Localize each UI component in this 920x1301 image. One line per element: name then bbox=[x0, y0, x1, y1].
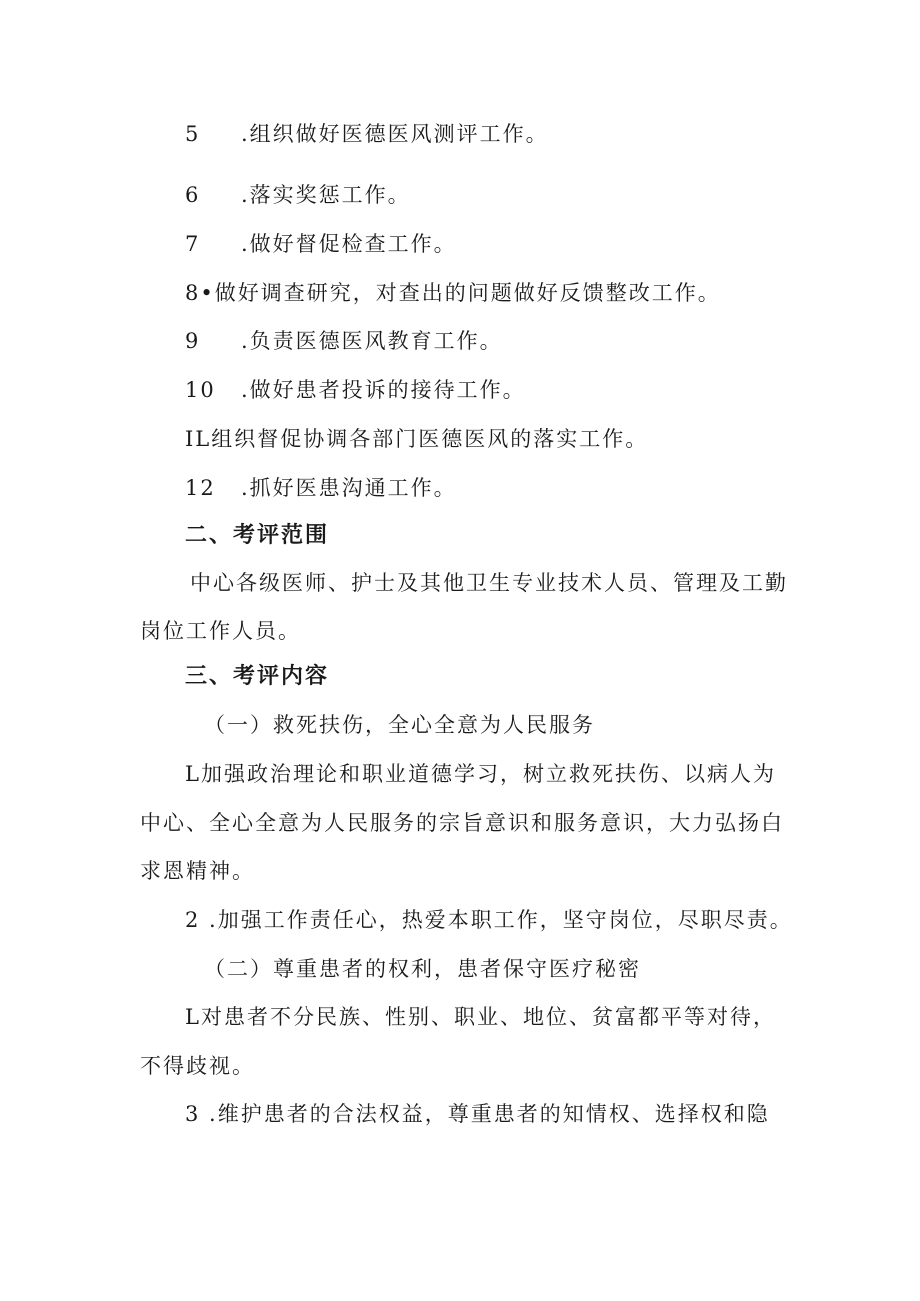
subsection-heading: （二）尊重患者的权利，患者保守医疗秘密 bbox=[204, 957, 641, 981]
list-item-number: 10 bbox=[185, 378, 216, 402]
list-item-text: IL组织督促协调各部门医德医风的落实工作。 bbox=[185, 427, 649, 451]
paragraph-line: 中心各级医师、护士及其他卫生专业技术人员、管理及工勤 bbox=[190, 571, 788, 595]
list-item-number: 7 bbox=[185, 232, 201, 256]
list-item bbox=[185, 278, 721, 308]
paragraph-line: 岗位工作人员。 bbox=[140, 619, 301, 643]
list-item bbox=[185, 180, 411, 210]
subsection-heading: （一）救死扶伤，全心全意为人民服务 bbox=[204, 713, 595, 737]
list-item-number: 6 bbox=[185, 183, 201, 207]
list-item-text: 8•做好调查研究，对查出的问题做好反馈整改工作。 bbox=[185, 281, 721, 305]
list-item bbox=[185, 375, 526, 405]
list-item-text: .做好督促检查工作。 bbox=[241, 232, 457, 256]
section-heading-content: 三、考评内容 bbox=[185, 664, 330, 689]
paragraph-line: 2 .加强工作责任心，热爱本职工作，坚守岗位，尽职尽责。 bbox=[185, 908, 793, 932]
list-item-text: .组织做好医德医风测评工作。 bbox=[241, 122, 549, 146]
paragraph-line: L对患者不分民族、性别、职业、地位、贫富都平等对待， bbox=[185, 1005, 776, 1029]
section-heading-scope: 二、考评范围 bbox=[185, 523, 330, 548]
list-item bbox=[185, 473, 457, 503]
list-item-number: 12 bbox=[185, 476, 216, 500]
list-item-text: .做好患者投诉的接待工作。 bbox=[241, 378, 526, 402]
paragraph-line: 中心、全心全意为人民服务的宗旨意识和服务意识，大力弘扬白 bbox=[140, 811, 784, 835]
list-item-number: 5 bbox=[185, 122, 201, 146]
paragraph-line: 3 .维护患者的合法权益，尊重患者的知情权、选择权和隐 bbox=[185, 1102, 770, 1126]
list-item-number: 9 bbox=[185, 329, 201, 353]
paragraph-line: 求恩精神。 bbox=[140, 859, 255, 883]
paragraph-line: L加强政治理论和职业道德学习，树立救死扶伤、以病人为 bbox=[185, 762, 776, 786]
list-item bbox=[185, 119, 549, 149]
list-item-text: .负责医德医风教育工作。 bbox=[241, 329, 503, 353]
list-item-text: .抓好医患沟通工作。 bbox=[241, 476, 457, 500]
list-item bbox=[185, 326, 503, 356]
list-item bbox=[185, 424, 648, 454]
paragraph-line: 不得歧视。 bbox=[140, 1054, 255, 1078]
list-item bbox=[185, 229, 457, 259]
list-item-text: .落实奖惩工作。 bbox=[241, 183, 411, 207]
